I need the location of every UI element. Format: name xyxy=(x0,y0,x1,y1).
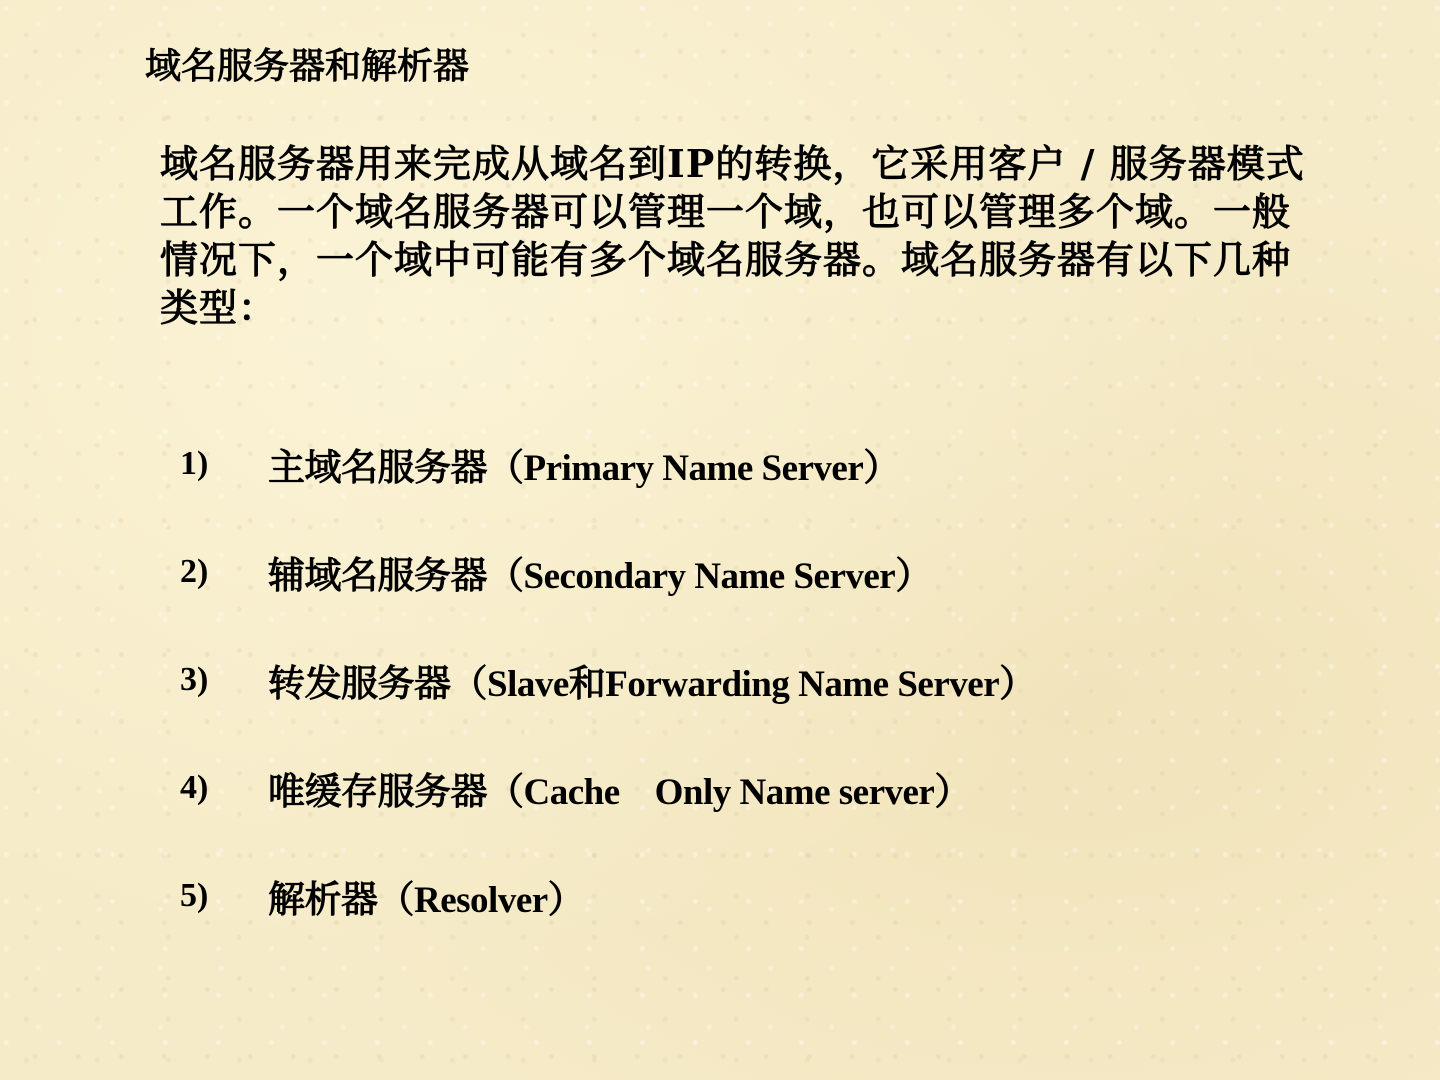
list-item-number: 1) xyxy=(180,445,209,482)
list-item xyxy=(180,518,1380,626)
paragraph-line: 情况下，一个域中可能有多个域名服务器。域名服务器有以下几种 xyxy=(160,237,1292,282)
list-item-text: 解析器（Resolver） xyxy=(268,880,585,921)
list-item-text: 辅域名服务器（Secondary Name Server） xyxy=(268,556,932,597)
list-item xyxy=(180,626,1380,734)
paragraph-line: 工作。一个域名服务器可以管理一个域，也可以管理多个域。一般 xyxy=(160,189,1292,234)
list-item-text: 唯缓存服务器（Cache Only Name server） xyxy=(268,772,971,813)
paragraph-line: 域名服务器用来完成从域名到IP的转换，它采用客户 / 服务器模式 xyxy=(160,141,1305,186)
slide-title: 域名服务器和解析器 xyxy=(145,45,470,87)
paragraph-line: 类型： xyxy=(160,285,278,330)
list-item xyxy=(180,734,1380,842)
server-type-list xyxy=(180,410,1380,950)
list-item-text: 转发服务器（Slave和Forwarding Name Server） xyxy=(268,664,1036,705)
list-item-text: 主域名服务器（Primary Name Server） xyxy=(268,448,900,489)
list-item xyxy=(180,410,1380,518)
list-item-number: 2) xyxy=(180,553,209,590)
list-item-number: 3) xyxy=(180,661,209,698)
list-item-number: 4) xyxy=(180,769,209,806)
list-item xyxy=(180,842,1380,950)
intro-paragraph xyxy=(160,140,1340,332)
list-item-number: 5) xyxy=(180,877,209,914)
